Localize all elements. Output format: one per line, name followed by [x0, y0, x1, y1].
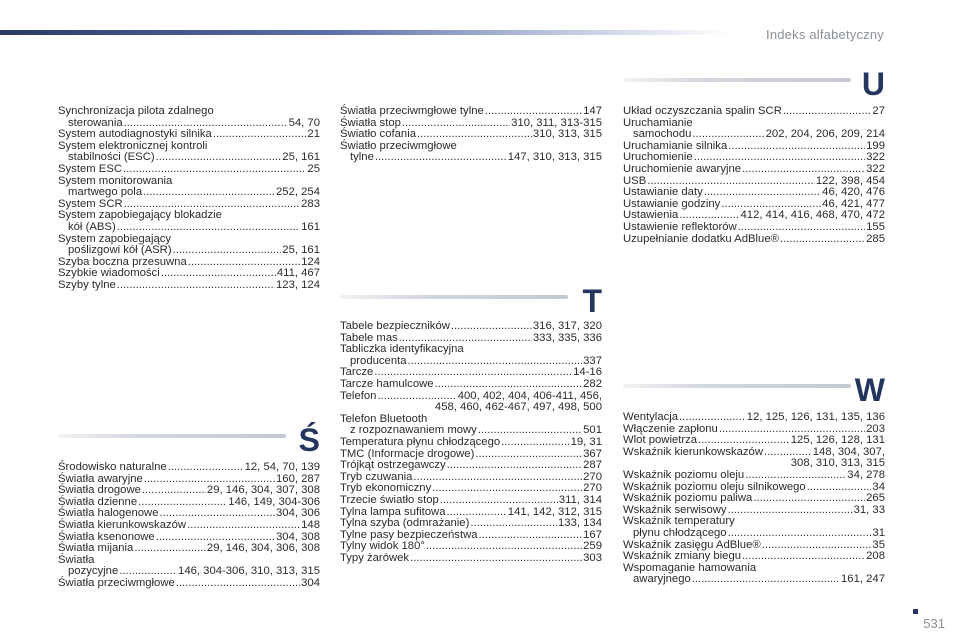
- entry-label: Światła mijania: [58, 542, 134, 555]
- index-entry-line: [623, 106, 885, 118]
- entry-label: Światła awaryjne: [58, 472, 143, 485]
- page-refs: 203: [866, 422, 885, 435]
- dot-leader: [692, 574, 840, 586]
- index-entry: [340, 460, 602, 472]
- page-refs: 146, 149, 304-306: [228, 495, 320, 508]
- page-refs: 270: [583, 482, 602, 495]
- page-refs: 400, 402, 404, 406-411, 456,: [457, 389, 602, 402]
- dot-leader: [440, 495, 558, 507]
- entry-label: System monitorowania: [58, 174, 173, 187]
- page-refs: 19, 31: [570, 435, 602, 448]
- entry-label: Wskaźnik zasięgu AdBlue®: [623, 538, 761, 551]
- page-refs: 161, 247: [841, 573, 885, 586]
- entry-label: Ustawianie godziny: [623, 197, 721, 210]
- section-letter-w: W: [854, 372, 885, 408]
- index-entry: [623, 106, 885, 118]
- entry-label: Synchronizacja pilota zdalnego: [58, 105, 214, 117]
- dot-leader: [742, 164, 865, 176]
- entry-label: Światła ksenonowe: [58, 530, 155, 543]
- page-title: Indeks alfabetyczny: [766, 27, 884, 42]
- index-entry: [340, 344, 602, 367]
- index-entry: [58, 176, 320, 199]
- index-entry: [340, 391, 602, 414]
- page-refs: 458, 460, 462-467, 497, 498, 500: [434, 401, 602, 414]
- page-refs: 337: [583, 354, 602, 367]
- page-refs: 148, 304, 307,: [812, 445, 885, 458]
- dot-leader: [728, 505, 853, 517]
- section-header-u: [623, 64, 885, 104]
- page-refs: 25, 161: [282, 244, 320, 257]
- page-refs: 14-16: [573, 366, 602, 379]
- dot-leader: [156, 152, 282, 164]
- index-entry: [58, 106, 320, 129]
- page-refs: 155: [866, 220, 885, 233]
- page-number: 531: [923, 616, 945, 631]
- entry-label: Szyby tylne: [58, 278, 116, 291]
- index-entry-line: [340, 460, 602, 472]
- page-refs: 412, 414, 416, 468, 470, 472: [740, 209, 885, 222]
- page-refs: 199: [866, 139, 885, 152]
- dot-leader: [475, 449, 582, 461]
- entry-label: Wskaźnik kierunkowskazów: [623, 445, 763, 458]
- index-column-s-part2: [340, 106, 602, 164]
- index-entry: [623, 164, 885, 176]
- index-column-s-acute: [58, 462, 320, 590]
- index-entry-line: [58, 280, 320, 292]
- entry-label: Tryb czuwania: [340, 470, 413, 483]
- page-refs: 122, 398, 454: [815, 174, 885, 187]
- entry-label: samochodu: [633, 128, 692, 141]
- index-entry-line: [58, 245, 320, 257]
- index-entry: [340, 495, 602, 507]
- index-entry-line: [340, 106, 602, 118]
- page-refs: 252, 254: [276, 186, 320, 199]
- index-entry-line: [340, 495, 602, 507]
- entry-label: poślizgowi kół (ASR): [68, 244, 172, 257]
- index-entry-line: [340, 402, 602, 414]
- entry-label: martwego pola: [68, 186, 143, 199]
- page-refs: 146, 304-306, 310, 313, 315: [178, 565, 320, 578]
- dot-leader: [134, 543, 206, 555]
- entry-label: Wskaźnik zmiany biegu: [623, 550, 742, 563]
- dot-leader: [123, 164, 306, 176]
- page-refs: 202, 204, 206, 209, 214: [765, 128, 885, 141]
- index-column-s-part1: [58, 106, 320, 292]
- index-entry: [340, 379, 602, 391]
- dot-leader: [780, 234, 865, 246]
- index-entry: [58, 234, 320, 257]
- page-refs: 133, 134: [558, 517, 602, 530]
- entry-label: Ustawienia: [623, 209, 679, 222]
- page-refs: 285: [866, 232, 885, 245]
- entry-label: tylne: [350, 151, 374, 164]
- index-entry: [340, 141, 602, 164]
- index-entry: [623, 187, 885, 199]
- section-divider: [58, 434, 286, 438]
- entry-label: Tarcze: [340, 366, 374, 379]
- page-refs: 310, 311, 313-315: [511, 116, 602, 129]
- entry-label: System autodiagnostyki silnika: [58, 128, 212, 141]
- entry-label: Światła kierunkowskazów: [58, 518, 187, 531]
- index-entry: [340, 414, 602, 437]
- entry-label: System zapobiegający blokadzie: [58, 209, 222, 222]
- index-entry: [623, 412, 885, 424]
- entry-label: Szyba boczna przesuwna: [58, 255, 187, 268]
- index-entry-line: [340, 379, 602, 391]
- index-entry: [340, 553, 602, 565]
- entry-label: Tabele mas: [340, 331, 398, 344]
- page-refs: 125, 126, 128, 131: [790, 434, 885, 447]
- page-refs: 124: [301, 255, 320, 268]
- dot-leader: [161, 268, 276, 280]
- page-refs: 141, 142, 312, 315: [507, 505, 602, 518]
- dot-leader: [738, 222, 865, 234]
- page-refs: 46, 421, 477: [822, 197, 885, 210]
- entry-label: Tarcze hamulcowe: [340, 377, 434, 390]
- dot-leader: [679, 412, 746, 424]
- dot-leader: [451, 321, 532, 333]
- entry-label: Uruchamianie: [623, 116, 693, 129]
- page-refs: 367: [583, 447, 602, 460]
- index-entry-line: [58, 578, 320, 590]
- page-refs: 303: [583, 551, 602, 564]
- entry-label: Telefon: [340, 389, 377, 402]
- index-entry: [58, 578, 320, 590]
- index-entry: [340, 321, 602, 333]
- page-refs: 29, 146, 304, 307, 308: [206, 484, 320, 497]
- page-marker-square: [913, 609, 918, 614]
- entry-label: Temperatura płynu chłodzącego: [340, 435, 501, 448]
- entry-label: Tylny widok 180°: [340, 540, 425, 553]
- page-refs: 333, 335, 336: [532, 331, 602, 344]
- page-refs: 287: [583, 459, 602, 472]
- index-entry-line: [340, 518, 602, 530]
- entry-label: Wskaźnik poziomu oleju silnikowego: [623, 480, 806, 493]
- page-refs: 161: [301, 220, 320, 233]
- entry-label: z rozpoznawaniem mowy: [350, 424, 477, 437]
- entry-label: producenta: [350, 354, 407, 367]
- section-letter-t: T: [582, 283, 602, 319]
- index-entry-line: [58, 106, 320, 118]
- index-column-w: [623, 412, 885, 586]
- dot-leader: [704, 187, 821, 199]
- index-entry: [58, 462, 320, 474]
- index-entry-line: [340, 152, 602, 164]
- entry-label: Tylna szyba (odmrażanie): [340, 517, 470, 530]
- dot-leader: [213, 129, 307, 141]
- entry-label: Wskaźnik temperatury: [623, 515, 735, 528]
- entry-label: Tylne pasy bezpieczeństwa: [340, 528, 478, 541]
- entry-label: Światła przeciwmgłowe tylne: [340, 105, 484, 117]
- section-divider: [623, 384, 851, 388]
- index-entry: [58, 210, 320, 233]
- page-refs: 25: [307, 162, 320, 175]
- page-refs: 147, 310, 313, 315: [507, 151, 602, 164]
- index-entry-line: [623, 470, 885, 482]
- index-entry-line: [623, 574, 885, 586]
- entry-label: Światła drogowe: [58, 484, 141, 497]
- page-refs: 411, 467: [276, 267, 320, 280]
- section-header-s-acute: [58, 420, 320, 460]
- dot-leader: [187, 520, 300, 532]
- page-refs: 282: [583, 377, 602, 390]
- index-entry: [58, 520, 320, 532]
- page-refs: 46, 420, 476: [822, 186, 885, 199]
- page-refs: 283: [301, 197, 320, 210]
- index-entry-line: [340, 321, 602, 333]
- index-entry: [623, 563, 885, 586]
- dot-leader: [408, 356, 583, 368]
- dot-leader: [375, 152, 507, 164]
- entry-label: Telefon Bluetooth: [340, 412, 428, 425]
- entry-label: stabilności (ESC): [68, 151, 155, 164]
- page-refs: 310, 313, 315: [532, 128, 602, 141]
- entry-label: Ustawianie daty: [623, 186, 703, 199]
- entry-label: System ESC: [58, 162, 123, 175]
- section-divider: [623, 78, 851, 82]
- entry-label: pozycyjne: [68, 565, 119, 578]
- page-refs: 322: [866, 162, 885, 175]
- entry-label: sterowania: [68, 116, 123, 129]
- page-refs: 31: [872, 526, 885, 539]
- page-refs: 501: [583, 424, 602, 437]
- entry-label: System zapobiegający: [58, 232, 172, 245]
- entry-label: Wskaźnik poziomu oleju: [623, 468, 745, 481]
- page-refs: 54, 70: [288, 116, 320, 129]
- entry-label: System SCR: [58, 197, 123, 210]
- page-refs: 304, 306: [276, 507, 320, 520]
- index-entry: [58, 280, 320, 292]
- dot-leader: [117, 222, 300, 234]
- dot-leader: [117, 280, 275, 292]
- page-refs: 167: [583, 528, 602, 541]
- dot-leader: [143, 187, 275, 199]
- index-entry-line: [340, 437, 602, 449]
- index-column-u: [623, 106, 885, 245]
- entry-label: Tabele bezpieczników: [340, 320, 450, 332]
- page-refs: 270: [583, 470, 602, 483]
- entry-label: płynu chłodzącego: [633, 526, 727, 539]
- entry-label: TMC (Informacje drogowe): [340, 447, 475, 460]
- dot-leader: [142, 485, 206, 497]
- entry-label: Środowisko naturalne: [58, 461, 167, 473]
- section-divider: [340, 295, 568, 299]
- index-entry-line: [58, 462, 320, 474]
- page-refs: 148: [301, 518, 320, 531]
- index-entry-line: [340, 356, 602, 368]
- index-entry: [623, 222, 885, 234]
- dot-leader: [485, 106, 582, 118]
- entry-label: Układ oczyszczania spalin SCR: [623, 105, 782, 117]
- index-entry-line: [623, 528, 885, 540]
- dot-leader: [762, 540, 872, 552]
- dot-leader: [168, 462, 244, 474]
- entry-label: Tylna lampa sufitowa: [340, 505, 446, 518]
- index-entry: [58, 141, 320, 164]
- page-refs: 265: [866, 492, 885, 505]
- entry-label: Tabliczka identyfikacyjna: [340, 343, 464, 356]
- dot-leader: [413, 472, 582, 484]
- page-refs: 208: [866, 550, 885, 563]
- page-refs: 304, 308: [276, 530, 320, 543]
- page-refs: 304: [301, 576, 320, 589]
- dot-leader: [176, 578, 300, 590]
- page-refs: 29, 146, 304, 306, 308: [206, 542, 320, 555]
- entry-label: Światła: [58, 553, 95, 566]
- index-entry: [58, 555, 320, 578]
- index-entry: [623, 447, 885, 470]
- page-refs: 147: [583, 105, 602, 117]
- page-refs: 316, 317, 320: [532, 320, 602, 332]
- index-entry: [623, 493, 885, 505]
- dot-leader: [783, 106, 872, 118]
- dot-leader: [745, 470, 846, 482]
- page-refs: 12, 54, 70, 139: [244, 461, 320, 473]
- dot-leader: [173, 245, 282, 257]
- entry-label: kół (ABS): [68, 220, 116, 233]
- page-refs: 25, 161: [282, 151, 320, 164]
- entry-label: Uruchomienie awaryjne: [623, 162, 742, 175]
- page-refs: 34, 278: [847, 468, 885, 481]
- entry-label: Wentylacja: [623, 411, 679, 423]
- entry-label: Uruchamianie silnika: [623, 139, 728, 152]
- entry-label: Tryb ekonomiczny: [340, 482, 432, 495]
- page-refs: 322: [866, 151, 885, 164]
- entry-label: USB: [623, 174, 647, 187]
- entry-label: System elektronicznej kontroli: [58, 139, 208, 152]
- entry-label: Światło cofania: [340, 128, 416, 141]
- entry-label: Typy żarówek: [340, 551, 410, 564]
- section-letter-s-acute: Ś: [298, 422, 320, 458]
- index-entry: [340, 437, 602, 449]
- index-entry-line: [58, 520, 320, 532]
- dot-leader: [402, 118, 510, 130]
- index-entry: [340, 518, 602, 530]
- index-entry-line: [623, 551, 885, 563]
- dot-leader: [501, 437, 569, 449]
- index-entry-line: [623, 493, 885, 505]
- header-gradient-bar: [0, 30, 730, 35]
- index-entry-line: [623, 187, 885, 199]
- page-refs: 35: [872, 538, 885, 551]
- page-refs: 308, 310, 313, 315: [790, 457, 885, 470]
- index-column-t: [340, 321, 602, 564]
- page-refs: 34: [872, 480, 885, 493]
- entry-label: Ustawienie reflektorów: [623, 220, 737, 233]
- entry-label: Światło przeciwmgłowe: [340, 139, 457, 152]
- page-refs: 27: [872, 105, 885, 117]
- dot-leader: [728, 528, 872, 540]
- index-entry-line: [58, 222, 320, 234]
- dot-leader: [447, 460, 582, 472]
- index-entry-line: [623, 164, 885, 176]
- index-entry-line: [58, 164, 320, 176]
- index-entry-line: [623, 412, 885, 424]
- dot-leader: [728, 141, 865, 153]
- entry-label: Wspomaganie hamowania: [623, 561, 757, 574]
- index-entry-line: [623, 222, 885, 234]
- section-letter-u: U: [861, 66, 885, 102]
- page-refs: 21: [307, 128, 320, 141]
- entry-label: Wskaźnik serwisowy: [623, 503, 727, 516]
- dot-leader: [479, 530, 583, 542]
- index-entry: [340, 106, 602, 118]
- index-entry: [623, 551, 885, 563]
- entry-label: Światła stop: [340, 116, 401, 129]
- dot-leader: [470, 518, 557, 530]
- index-entry: [58, 543, 320, 555]
- dot-leader: [742, 551, 865, 563]
- index-entry: [623, 470, 885, 482]
- page-refs: 311, 314: [558, 493, 602, 506]
- entry-label: Wskaźnik poziomu paliwa: [623, 492, 753, 505]
- index-entry-line: [340, 553, 602, 565]
- index-entry: [623, 234, 885, 246]
- dot-leader: [753, 493, 865, 505]
- entry-label: Trójkąt ostrzegawczy: [340, 459, 446, 472]
- index-entry-line: [623, 234, 885, 246]
- page-refs: 12, 125, 126, 131, 135, 136: [746, 411, 885, 423]
- page-refs: 123, 124: [276, 278, 320, 291]
- index-entry: [623, 516, 885, 539]
- entry-label: Uruchomienie: [623, 151, 693, 164]
- entry-label: Trzecie światło stop: [340, 493, 439, 506]
- dot-leader: [410, 553, 582, 565]
- dot-leader: [435, 379, 583, 391]
- entry-label: Szybkie wiadomości: [58, 267, 160, 280]
- entry-label: Światła halogenowe: [58, 507, 159, 520]
- entry-label: Światła dzienne: [58, 495, 138, 508]
- section-header-w: [623, 370, 885, 410]
- page-refs: 31, 33: [853, 503, 885, 516]
- index-entry: [623, 118, 885, 141]
- index-entry-line: [58, 187, 320, 199]
- page-refs: 259: [583, 540, 602, 553]
- entry-label: awaryjnego: [633, 573, 691, 586]
- page-refs: 160, 287: [276, 472, 320, 485]
- section-header-t: [340, 281, 602, 321]
- dot-leader: [807, 482, 872, 494]
- entry-label: Światła przeciwmgłowe: [58, 576, 175, 589]
- index-entry: [58, 164, 320, 176]
- entry-label: Wlot powietrza: [623, 434, 698, 447]
- entry-label: Uzupełnianie dodatku AdBlue®: [623, 232, 779, 245]
- index-entry-line: [58, 543, 320, 555]
- entry-label: Włączenie zapłonu: [623, 422, 718, 435]
- dot-leader: [426, 541, 582, 553]
